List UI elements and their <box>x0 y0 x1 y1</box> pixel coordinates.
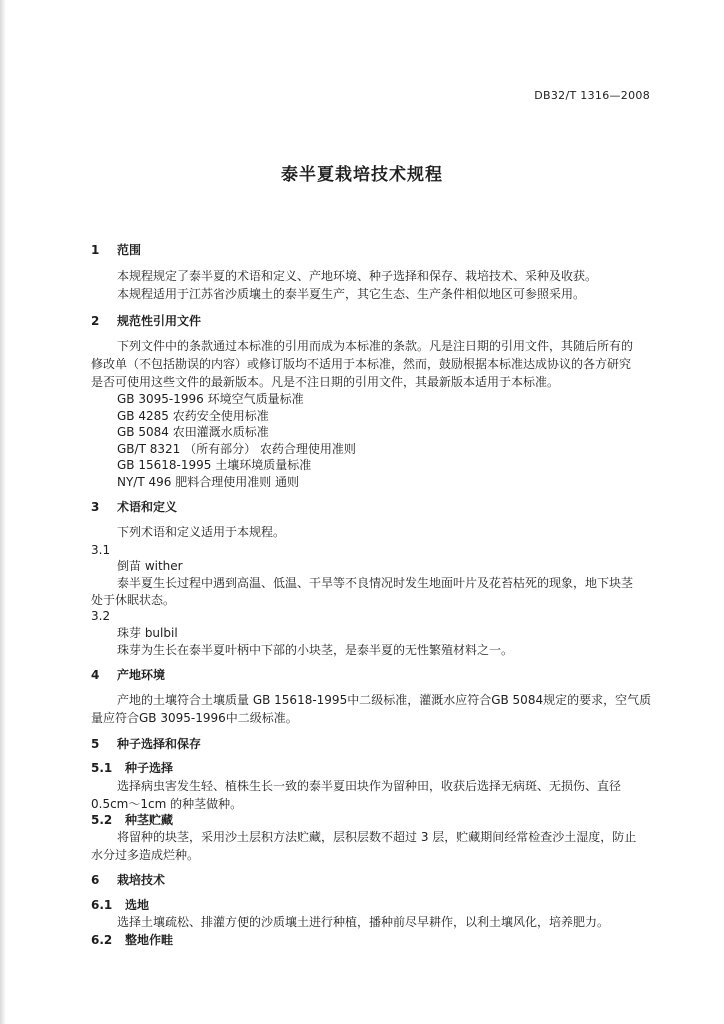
paragraph: 选择病虫害发生轻、植株生长一致的泰半夏田块作为留种田，收获后选择无病斑、无损伤、直径 <box>117 779 622 793</box>
subsection-number: 6.2 <box>91 933 113 947</box>
subsection-number: 6.1 <box>91 898 113 912</box>
section-number: 3 <box>91 500 100 514</box>
section-title: 栽培技术 <box>117 873 166 887</box>
section-title: 种子选择和保存 <box>117 737 202 751</box>
document-title: 泰半夏栽培技术规程 <box>281 165 443 185</box>
section-number: 4 <box>91 668 100 682</box>
section-title: 规范性引用文件 <box>117 314 202 328</box>
subsection-heading-6-2 <box>91 932 661 948</box>
section-heading-3 <box>91 499 661 515</box>
paragraph: 修改单（不包括勘误的内容）或修订版均不适用于本标准，然而，鼓励根据本标准达成协议的各方研究 <box>91 357 632 371</box>
subsection-title: 选地 <box>125 898 150 912</box>
section-title: 术语和定义 <box>117 500 178 514</box>
reference-item: GB 15618-1995 土壤环境质量标准 <box>117 458 312 472</box>
subsection-title: 整地作畦 <box>125 933 174 947</box>
definition: 珠芽为生长在泰半夏叶柄中下部的小块茎，是泰半夏的无性繁殖材料之一。 <box>117 643 514 657</box>
paragraph: 产地的土壤符合土壤质量 GB 15618-1995中二级标准，灌溉水应符合GB 5084规定的要求，空气质 <box>117 693 652 707</box>
paragraph: 0.5cm～1cm 的种茎做种。 <box>91 797 243 811</box>
subsection-title: 种茎贮藏 <box>125 813 174 827</box>
document-number: DB32/T 1316—2008 <box>534 89 650 102</box>
subsection-number: 3.2 <box>91 609 111 623</box>
section-title: 产地环境 <box>117 668 166 682</box>
section-heading-1 <box>91 242 661 258</box>
section-number: 5 <box>91 737 100 751</box>
section-heading-2 <box>91 313 661 329</box>
term: 珠芽 bulbil <box>117 626 178 640</box>
subsection-number: 5.1 <box>91 761 113 775</box>
paragraph: 水分过多造成烂种。 <box>91 848 200 862</box>
paragraph: 下列术语和定义适用于本规程。 <box>117 525 286 539</box>
paragraph: 量应符合GB 3095-1996中二级标准。 <box>91 711 298 725</box>
definition: 处于休眠状态。 <box>91 593 176 607</box>
subsection-heading-6-1 <box>91 897 661 913</box>
paragraph: 选择土壤疏松、排灌方便的沙质壤土进行种植，播种前尽早耕作，以利土壤风化，培养肥力。 <box>117 915 610 929</box>
subsection-heading-5-2 <box>91 812 661 828</box>
section-title: 范围 <box>117 243 142 257</box>
reference-item: GB 5084 农田灌溉水质标准 <box>117 425 269 439</box>
reference-item: GB/T 8321 （所有部分） 农药合理使用准则 <box>117 442 356 456</box>
reference-item: GB 4285 农药安全使用标准 <box>117 409 269 423</box>
paragraph: 是否可使用这些文件的最新版本。凡是不注日期的引用文件，其最新版本适用于本标准。 <box>91 375 560 389</box>
paragraph: 将留种的块茎，采用沙土层积方法贮藏，层积层数不超过 3 层，贮藏期间经常检查沙土湿度，防止 <box>117 830 637 844</box>
section-number: 6 <box>91 873 100 887</box>
paragraph: 本规程适用于江苏省沙质壤土的泰半夏生产，其它生态、生产条件相似地区可参照采用。 <box>117 287 586 301</box>
subsection-number: 3.1 <box>91 543 111 557</box>
paragraph: 下列文件中的条款通过本标准的引用而成为本标准的条款。凡是注日期的引用文件，其随后所有的 <box>117 339 634 353</box>
subsection-title: 种子选择 <box>125 761 174 775</box>
section-number: 1 <box>91 243 100 257</box>
section-number: 2 <box>91 314 100 328</box>
section-heading-4 <box>91 667 661 683</box>
definition: 泰半夏生长过程中遇到高温、低温、干旱等不良情况时发生地面叶片及花苔枯死的现象，地下块茎 <box>117 576 634 590</box>
page-fold-shadow <box>0 0 6 1024</box>
reference-item: GB 3095-1996 环境空气质量标准 <box>117 392 304 406</box>
term: 倒苗 wither <box>117 559 183 573</box>
section-heading-6 <box>91 872 661 888</box>
section-heading-5 <box>91 736 661 752</box>
paragraph: 本规程规定了泰半夏的术语和定义、产地环境、种子选择和保存、栽培技术、采种及收获。 <box>117 269 598 283</box>
reference-item: NY/T 496 肥料合理使用准则 通则 <box>117 475 300 489</box>
subsection-number: 5.2 <box>91 813 113 827</box>
subsection-heading-5-1 <box>91 760 661 776</box>
